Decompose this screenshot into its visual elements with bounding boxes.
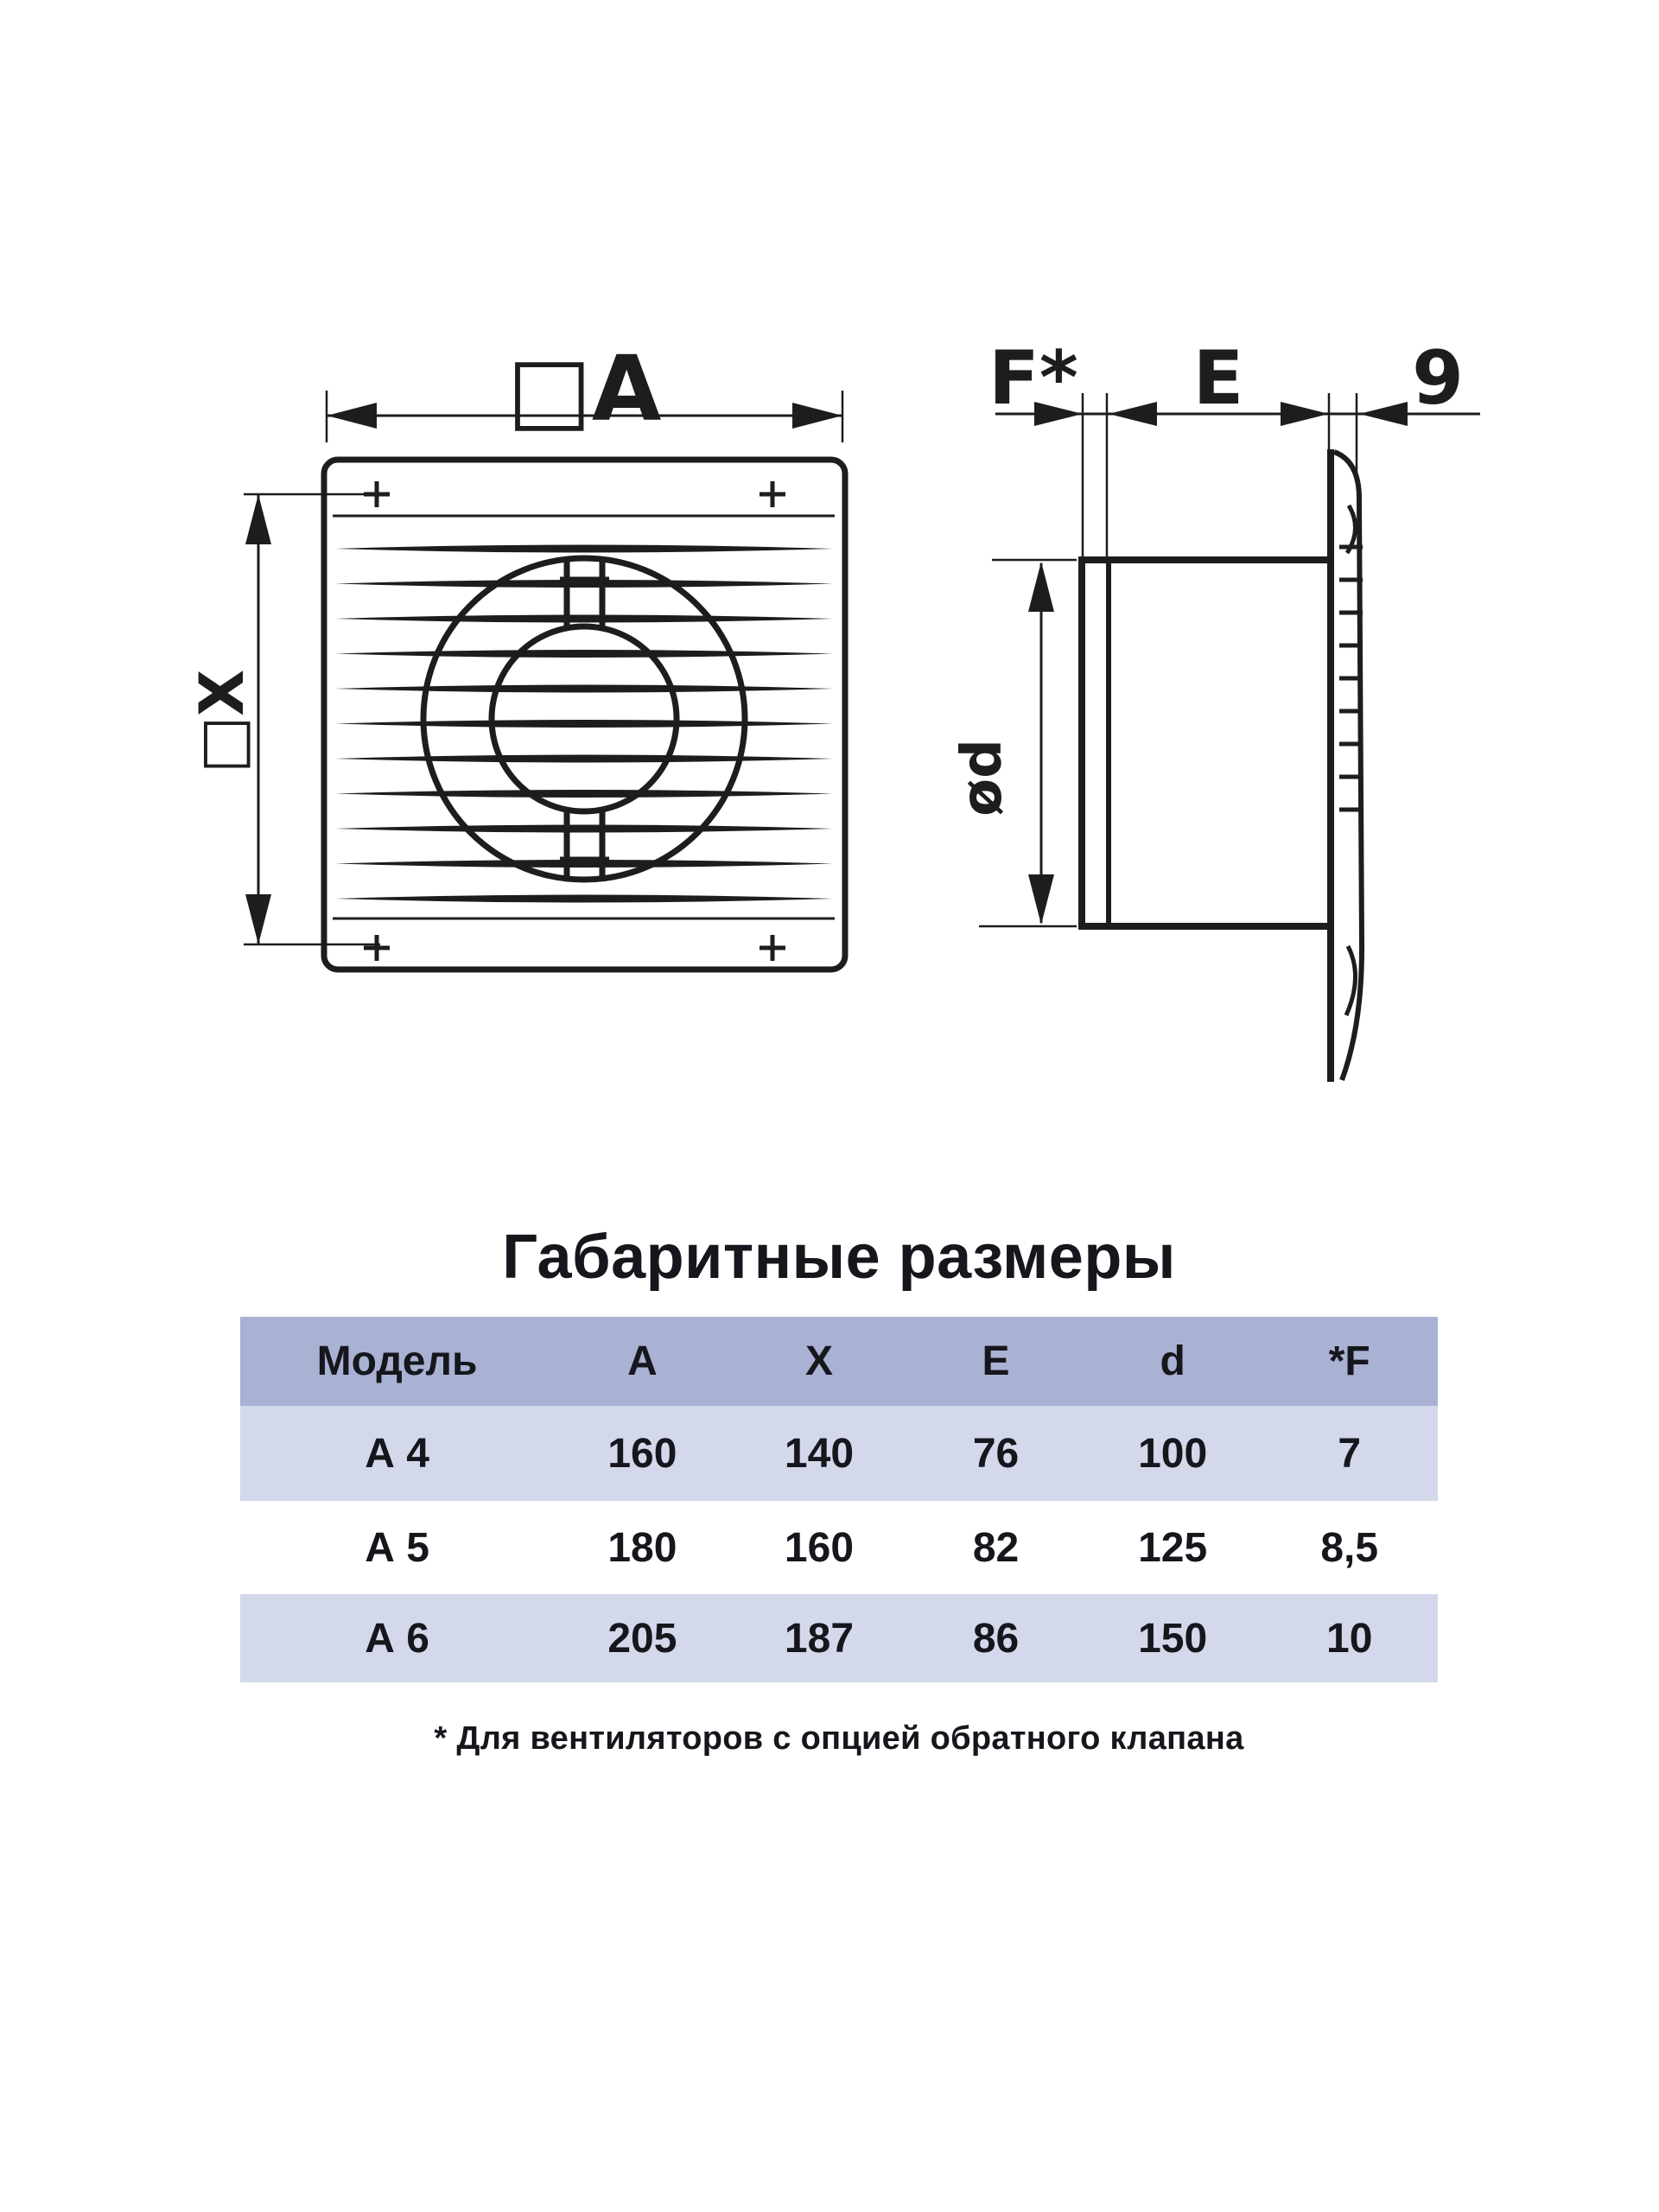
header-cell-model: Модель	[316, 1338, 478, 1384]
table-cell: 180	[607, 1524, 677, 1571]
footnote: * Для вентиляторов с опцией обратного клапана	[434, 1720, 1244, 1757]
dim-d-arrow-top	[1028, 562, 1054, 612]
fan-front-panel	[324, 460, 845, 969]
table-cell: 140	[784, 1430, 855, 1477]
dim-d-arrow-bottom	[1028, 874, 1054, 925]
table-cell: 205	[607, 1615, 677, 1662]
dim-a-arrow-right	[792, 403, 842, 429]
table-cell: 10	[1326, 1615, 1373, 1662]
front-view-drawing	[244, 391, 845, 969]
dim-x-arrow-bottom	[245, 894, 271, 944]
table-cell: 187	[784, 1615, 855, 1662]
panel-face-curve-bottom	[1346, 946, 1356, 1015]
dim-label-x: □X	[187, 669, 257, 774]
table-cell: 160	[784, 1524, 855, 1571]
dim-a-arrow-left	[327, 403, 377, 429]
table-cell: 150	[1138, 1615, 1208, 1662]
dim-x-extension-lines	[244, 494, 380, 944]
header-cell-a: A	[627, 1338, 658, 1384]
table-cell: 76	[972, 1430, 1020, 1477]
dim-e-arrow-left	[1109, 402, 1157, 426]
table-cell: 160	[607, 1430, 677, 1477]
header-cell-e: E	[982, 1338, 1010, 1384]
cell-model: А 6	[365, 1615, 429, 1662]
table-cell: 125	[1138, 1524, 1208, 1571]
footnote-wrap	[240, 1718, 1438, 1759]
fan-duct	[1082, 556, 1331, 930]
header-cell-d: d	[1160, 1338, 1185, 1384]
section-title: Габаритные размеры	[502, 1223, 1176, 1292]
grille-louvers	[335, 545, 833, 903]
table-cell: 7	[1338, 1430, 1362, 1477]
table-row-a5	[240, 1501, 1438, 1594]
dim-x-arrow-top	[245, 494, 271, 544]
dim-label-f: F*	[988, 335, 1078, 422]
header-cell-x: X	[804, 1338, 833, 1384]
cell-model: А 5	[365, 1524, 429, 1571]
dim-label-od: ød	[950, 739, 1014, 817]
table-header-row	[240, 1317, 1438, 1406]
cell-model: А 4	[365, 1430, 429, 1477]
dim-label-9: 9	[1412, 335, 1464, 422]
table-cell: 8,5	[1320, 1524, 1379, 1571]
table-row-a4	[240, 1406, 1438, 1501]
table-row-a6	[240, 1594, 1438, 1682]
dimensions-table	[240, 1317, 1438, 1682]
section-title-wrap	[240, 1223, 1438, 1292]
dim-label-a: □A	[506, 336, 662, 442]
table-cell: 100	[1138, 1430, 1208, 1477]
table-cell: 86	[972, 1615, 1020, 1662]
dim-label-e: E	[1192, 335, 1244, 422]
dim-9-arrow	[1359, 402, 1408, 426]
header-cell-f: *F	[1328, 1338, 1370, 1384]
table-cell: 82	[972, 1524, 1020, 1571]
dim-e-arrow-right	[1281, 402, 1329, 426]
side-view-drawing	[979, 393, 1480, 1082]
